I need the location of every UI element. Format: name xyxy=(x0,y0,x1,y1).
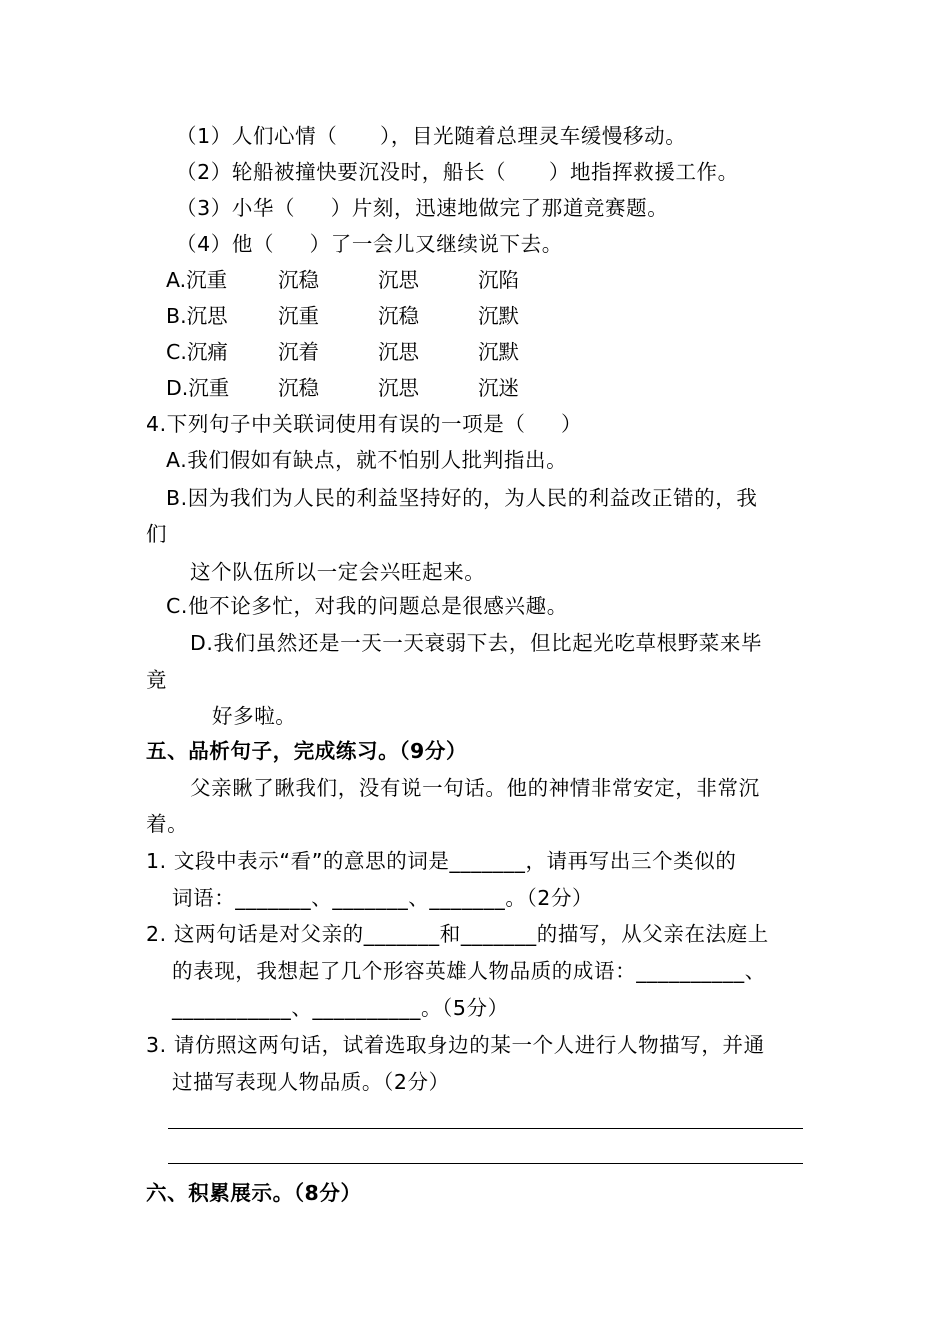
q3-option-word: A.沉重 xyxy=(166,268,228,292)
q4-stem: 4.下列句子中关联词使用有误的一项是（ ） xyxy=(146,412,583,436)
q3-option-word: 沉默 xyxy=(478,304,519,328)
q3-sentence-4: （4）他（ ）了一会儿又继续说下去。 xyxy=(176,232,563,256)
q3-option-word: 沉稳 xyxy=(278,376,319,400)
section5-q2-line2: 的表现，我想起了几个形容英雄人物品质的成语：__________、 xyxy=(172,959,766,983)
section6-title: 六、积累展示。（8分） xyxy=(146,1181,362,1205)
q3-option-row xyxy=(0,340,950,364)
q3-option-word: 沉着 xyxy=(278,340,319,364)
q4-option-b-line1: B.因为我们为人民的利益坚持好的，为人民的利益改正错的，我 xyxy=(166,486,758,510)
q4-option-d-line1: D.我们虽然还是一天一天衰弱下去，但比起光吃草根野菜来毕 xyxy=(190,631,763,655)
section5-q2-line1: 2. 这两句话是对父亲的_______和_______的描写，从父亲在法庭上 xyxy=(146,922,769,946)
q3-option-row xyxy=(0,268,950,292)
answer-line-1 xyxy=(168,1128,803,1129)
section5-passage-line2: 着。 xyxy=(146,812,189,836)
q3-option-word: 沉稳 xyxy=(278,268,319,292)
q3-option-row xyxy=(0,304,950,328)
q3-option-word: 沉思 xyxy=(378,376,419,400)
section5-q2-line3: ___________、__________。（5分） xyxy=(172,996,509,1020)
q4-option-b-line3: 这个队伍所以一定会兴旺起来。 xyxy=(190,560,486,584)
q3-option-word: 沉陷 xyxy=(478,268,519,292)
q3-option-word: 沉默 xyxy=(478,340,519,364)
q3-option-word: C.沉痛 xyxy=(166,340,228,364)
q3-sentence-3: （3）小华（ ）片刻，迅速地做完了那道竞赛题。 xyxy=(176,196,669,220)
q4-option-b-line2: 们 xyxy=(146,522,168,546)
q3-option-row xyxy=(0,376,950,400)
q3-option-word: 沉思 xyxy=(378,340,419,364)
section5-q1-line1: 1. 文段中表示“看”的意思的词是_______，请再写出三个类似的 xyxy=(146,849,737,873)
section5-passage-line1: 父亲瞅了瞅我们，没有说一句话。他的神情非常安定，非常沉 xyxy=(190,776,760,800)
q3-option-word: D.沉重 xyxy=(166,376,230,400)
q4-option-d-line3: 好多啦。 xyxy=(212,704,297,728)
q3-option-word: 沉重 xyxy=(278,304,319,328)
q4-option-a: A.我们假如有缺点，就不怕别人批判指出。 xyxy=(166,448,568,472)
section5-q3-line1: 3. 请仿照这两句话，试着选取身边的某一个人进行人物描写，并通 xyxy=(146,1033,765,1057)
q3-option-word: 沉稳 xyxy=(378,304,419,328)
section5-q3-line2: 过描写表现人物品质。（2分） xyxy=(172,1070,450,1094)
q3-option-word: B.沉思 xyxy=(166,304,228,328)
q3-option-word: 沉思 xyxy=(378,268,419,292)
section5-title: 五、品析句子，完成练习。（9分） xyxy=(146,739,468,763)
q4-option-c: C.他不论多忙，对我的问题总是很感兴趣。 xyxy=(166,594,568,618)
answer-line-2 xyxy=(168,1163,803,1164)
q4-option-d-line2: 竟 xyxy=(146,668,168,692)
q3-sentence-1: （1）人们心情（ ），目光随着总理灵车缓慢移动。 xyxy=(176,124,687,148)
q3-option-word: 沉迷 xyxy=(478,376,519,400)
q3-sentence-2: （2）轮船被撞快要沉没时，船长（ ）地指挥救援工作。 xyxy=(176,160,739,184)
section5-q1-line2: 词语：_______、_______、_______。（2分） xyxy=(172,886,594,910)
